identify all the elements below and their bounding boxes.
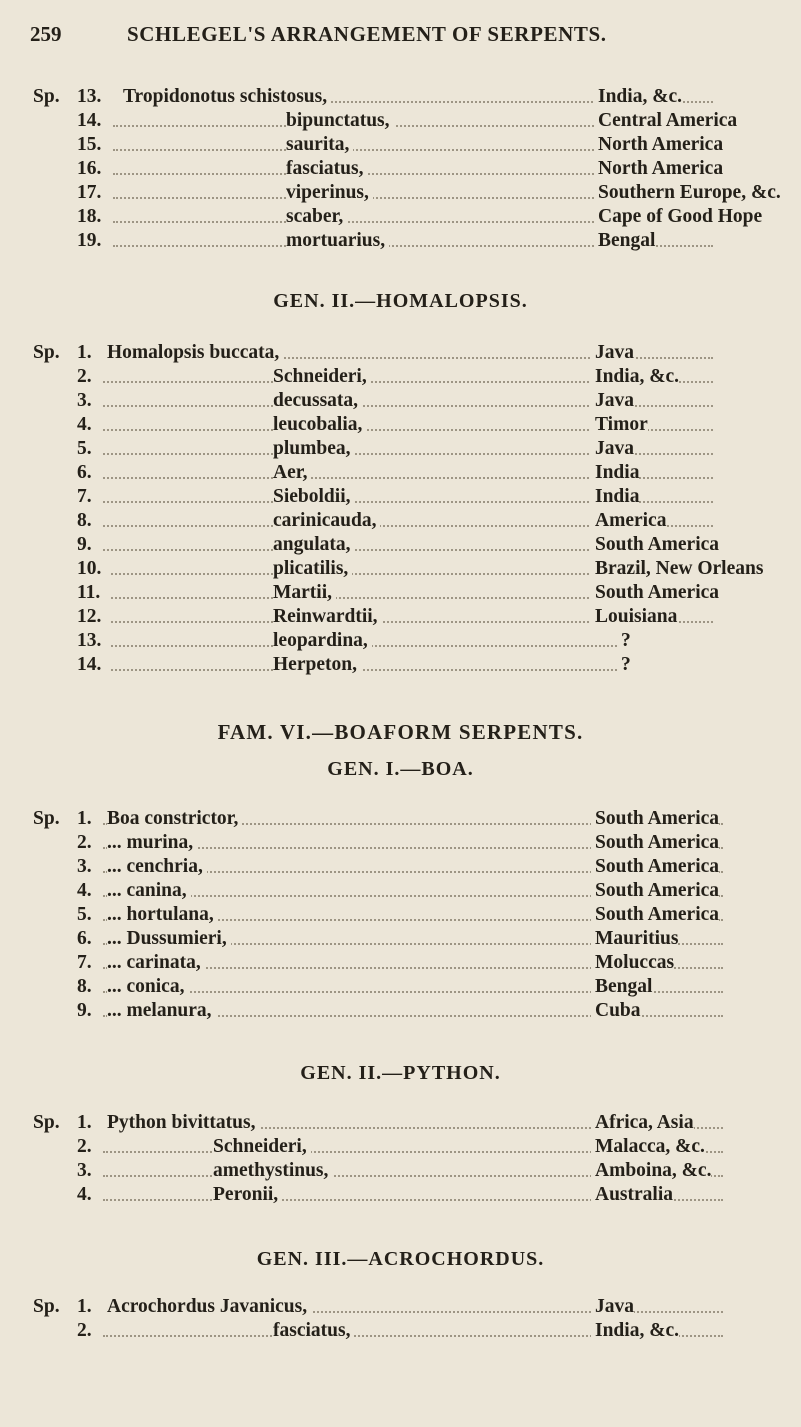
species-name: decussata, (273, 390, 362, 412)
species-entry (33, 342, 793, 366)
species-number: 11. (77, 582, 101, 603)
species-locality: Java (591, 1296, 634, 1318)
species-locality: South America (591, 808, 719, 830)
species-locality: Timor (591, 414, 648, 436)
species-name: Homalopsis buccata, (107, 342, 283, 364)
species-number: 15. (77, 134, 102, 155)
species-number: 1. (77, 342, 92, 363)
species-entry (33, 438, 793, 462)
species-entry (33, 606, 793, 630)
species-name: Acrochordus Javanicus, (107, 1296, 311, 1318)
species-entry (33, 928, 793, 952)
species-entry (33, 976, 793, 1000)
species-number: 18. (77, 206, 102, 227)
species-name: plicatilis, (273, 558, 352, 580)
species-locality: Bengal (594, 230, 655, 252)
species-number: 8. (77, 976, 92, 997)
species-entry (33, 558, 793, 582)
species-name: fasciatus, (286, 158, 367, 180)
species-number: 3. (77, 390, 92, 411)
species-locality: Moluccas (591, 952, 674, 974)
species-entry (33, 366, 793, 390)
species-locality: Java (591, 342, 634, 364)
genus-heading: GEN. I.—BOA. (327, 758, 474, 780)
species-number: 4. (77, 880, 92, 901)
species-entry (33, 1136, 793, 1160)
species-entry (33, 808, 793, 832)
species-entry (33, 486, 793, 510)
species-entry (33, 1320, 793, 1344)
species-entry (33, 86, 793, 110)
species-locality: Louisiana (591, 606, 677, 628)
species-number: 17. (77, 182, 102, 203)
species-number: 14. (77, 110, 102, 131)
species-prefix: Sp. (33, 808, 60, 829)
species-name: Schneideri, (273, 366, 371, 388)
species-prefix: Sp. (33, 1112, 60, 1133)
species-name: ... canina, (107, 880, 191, 902)
species-name: Aer, (273, 462, 311, 484)
species-locality: South America (591, 582, 719, 604)
species-locality: India (591, 486, 639, 508)
species-entry (33, 534, 793, 558)
species-locality: South America (591, 832, 719, 854)
species-locality: India, &c. (591, 366, 679, 388)
species-name: Sieboldii, (273, 486, 355, 508)
species-name: fasciatus, (273, 1320, 354, 1342)
species-name: Tropidonotus schistosus, (123, 86, 331, 108)
species-number: 14. (77, 654, 102, 675)
species-entry (33, 952, 793, 976)
species-number: 3. (77, 856, 92, 877)
species-entry (33, 1184, 793, 1208)
species-number: 1. (77, 808, 92, 829)
species-locality: India, &c. (594, 86, 682, 108)
species-number: 1. (77, 1296, 92, 1317)
species-locality: India (591, 462, 639, 484)
species-locality: South America (591, 904, 719, 926)
species-name: ... murina, (107, 832, 197, 854)
species-locality: North America (594, 158, 723, 180)
species-name: ... melanura, (107, 1000, 216, 1022)
species-locality: ? (617, 630, 631, 652)
species-locality: Java (591, 390, 634, 412)
page-number: 259 (30, 22, 62, 46)
species-entry (33, 182, 793, 206)
dot-leader (111, 663, 621, 671)
species-name: Python bivittatus, (107, 1112, 259, 1134)
species-number: 6. (77, 928, 92, 949)
species-locality: North America (594, 134, 723, 156)
species-number: 13. (77, 630, 102, 651)
species-name: ... hortulana, (107, 904, 218, 926)
species-entry (33, 414, 793, 438)
species-name: leopardina, (273, 630, 372, 652)
species-locality: Southern Europe, &c. (594, 182, 781, 204)
species-entry (33, 880, 793, 904)
species-locality: Africa, Asia (591, 1112, 694, 1134)
species-name: leucobalia, (273, 414, 366, 436)
species-number: 4. (77, 1184, 92, 1205)
genus-heading: GEN. II.—HOMALOPSIS. (273, 290, 528, 312)
species-locality: Central America (594, 110, 737, 132)
species-locality: India, &c. (591, 1320, 679, 1342)
species-number: 16. (77, 158, 102, 179)
species-name: plumbea, (273, 438, 354, 460)
species-entry (33, 134, 793, 158)
species-number: 19. (77, 230, 102, 251)
page-header (30, 22, 790, 52)
species-locality: South America (591, 880, 719, 902)
species-name: ... Dussumieri, (107, 928, 231, 950)
species-number: 5. (77, 904, 92, 925)
species-name: Peronii, (213, 1184, 282, 1206)
species-entry (33, 390, 793, 414)
species-number: 4. (77, 414, 92, 435)
species-locality: Cape of Good Hope (594, 206, 762, 228)
species-entry (33, 630, 793, 654)
species-number: 2. (77, 832, 92, 853)
species-locality: South America (591, 534, 719, 556)
species-prefix: Sp. (33, 86, 60, 107)
species-locality: Mauritius (591, 928, 678, 950)
species-name: saurita, (286, 134, 353, 156)
running-title: SCHLEGEL'S ARRANGEMENT OF SERPENTS. (127, 22, 607, 46)
species-name: Boa constrictor, (107, 808, 242, 830)
species-number: 8. (77, 510, 92, 531)
species-entry (33, 206, 793, 230)
species-prefix: Sp. (33, 342, 60, 363)
species-entry (33, 1160, 793, 1184)
species-entry (33, 582, 793, 606)
species-name: Reinwardtii, (273, 606, 382, 628)
species-name: carinicauda, (273, 510, 380, 532)
species-locality: Java (591, 438, 634, 460)
species-number: 1. (77, 1112, 92, 1133)
species-name: Martii, (273, 582, 336, 604)
species-name: viperinus, (286, 182, 373, 204)
species-locality: Brazil, New Orleans (591, 558, 763, 580)
species-entry (33, 1112, 793, 1136)
species-entry (33, 904, 793, 928)
species-name: ... conica, (107, 976, 188, 998)
species-name: ... cenchria, (107, 856, 207, 878)
species-number: 9. (77, 534, 92, 555)
species-entry (33, 510, 793, 534)
species-number: 10. (77, 558, 102, 579)
species-locality: Australia (591, 1184, 673, 1206)
species-locality: Bengal (591, 976, 652, 998)
genus-heading: GEN. II.—PYTHON. (300, 1062, 501, 1084)
species-locality: Amboina, &c. (591, 1160, 711, 1182)
species-number: 9. (77, 1000, 92, 1021)
species-number: 2. (77, 1136, 92, 1157)
species-entry (33, 832, 793, 856)
species-locality: Cuba (591, 1000, 641, 1022)
species-entry (33, 230, 793, 254)
species-number: 3. (77, 1160, 92, 1181)
species-name: scaber, (286, 206, 347, 228)
species-locality: America (591, 510, 666, 532)
species-name: Schneideri, (213, 1136, 311, 1158)
species-name: bipunctatus, (286, 110, 394, 132)
species-entry (33, 654, 793, 678)
species-name: mortuarius, (286, 230, 389, 252)
species-entry (33, 1296, 793, 1320)
species-entry (33, 462, 793, 486)
species-locality: South America (591, 856, 719, 878)
species-entry (33, 1000, 793, 1024)
species-entry (33, 856, 793, 880)
species-number: 7. (77, 952, 92, 973)
species-name: ... carinata, (107, 952, 205, 974)
species-name: Herpeton, (273, 654, 361, 676)
species-number: 2. (77, 1320, 92, 1341)
species-entry (33, 158, 793, 182)
species-entry (33, 110, 793, 134)
species-number: 2. (77, 366, 92, 387)
species-number: 7. (77, 486, 92, 507)
species-locality: Malacca, &c. (591, 1136, 705, 1158)
species-name: angulata, (273, 534, 354, 556)
species-number: 5. (77, 438, 92, 459)
species-number: 12. (77, 606, 102, 627)
species-prefix: Sp. (33, 1296, 60, 1317)
species-name: amethystinus, (213, 1160, 332, 1182)
species-number: 13. (77, 86, 102, 107)
species-number: 6. (77, 462, 92, 483)
genus-heading: GEN. III.—ACROCHORDUS. (256, 1248, 545, 1270)
family-heading: FAM. VI.—BOAFORM SERPENTS. (217, 720, 584, 744)
species-locality: ? (617, 654, 631, 676)
